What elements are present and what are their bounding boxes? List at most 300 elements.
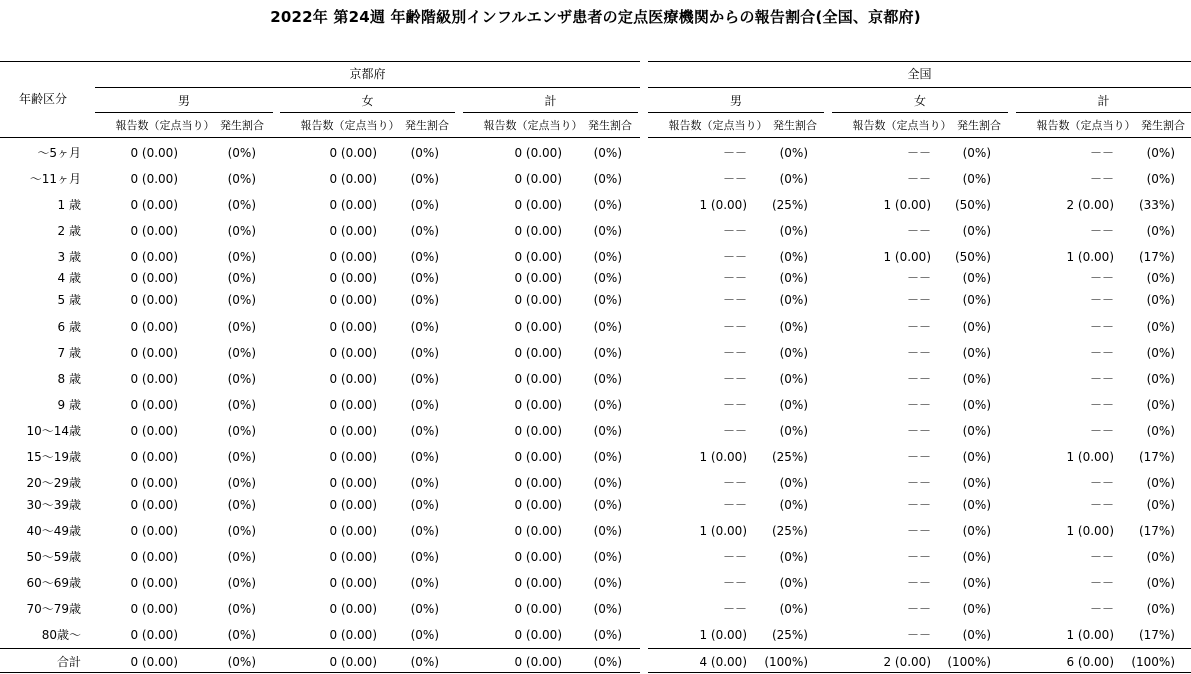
report-value: －－ [906,602,931,616]
rate-value: (50%) [954,198,991,212]
rate-value: (0%) [410,602,439,616]
report-value: －－ [906,450,931,464]
report-value: 0 (0.00) [514,628,562,642]
total-label: 合計 [56,655,81,669]
report-value: 0 (0.00) [514,146,562,160]
report-value: －－ [722,576,747,590]
report-count-header: 報告数（定点当り） [852,119,952,132]
rate-value: (0%) [593,372,622,386]
region-header-national: 全国 [907,67,932,81]
rate-value: (0%) [410,498,439,512]
report-value: 0 (0.00) [514,524,562,538]
sex-header-kyoto-2: 計 [544,94,557,108]
rate-value: (0%) [410,198,439,212]
rate-value: (0%) [593,346,622,360]
age-label: 2 歳 [57,224,81,238]
report-value: 0 (0.00) [329,524,377,538]
total-bottom-line-left [0,672,640,673]
report-value: 0 (0.00) [329,576,377,590]
report-value: －－ [1089,576,1114,590]
rate-value: (0%) [227,146,256,160]
report-value: －－ [906,424,931,438]
rate-value: (0%) [1146,498,1175,512]
report-value: 0 (0.00) [130,450,178,464]
rate-value: (0%) [779,498,808,512]
report-value: 0 (0.00) [329,320,377,334]
rate-value: (0%) [962,550,991,564]
rate-value: (0%) [227,320,256,334]
total-top-line-right [648,648,1191,649]
rate-value: (0%) [779,346,808,360]
sex-header-kyoto-1: 女 [361,94,374,108]
rate-value: (0%) [779,320,808,334]
rate-value: (0%) [779,224,808,238]
report-value: 0 (0.00) [514,271,562,285]
rate-header: 発生割合 [957,119,1001,132]
report-value: 0 (0.00) [130,602,178,616]
report-value: 0 (0.00) [329,172,377,186]
report-value: －－ [722,602,747,616]
rate-value: (0%) [962,293,991,307]
age-label: 9 歳 [57,398,81,412]
rate-value: (0%) [779,424,808,438]
region-underline-national [648,87,1191,88]
rate-value: (0%) [593,476,622,490]
report-value: 0 (0.00) [329,224,377,238]
report-count-header: 報告数（定点当り） [115,119,215,132]
rate-value: (0%) [779,476,808,490]
rate-header: 発生割合 [588,119,632,132]
age-label: 50～59歳 [26,550,81,564]
report-value: 0 (0.00) [514,346,562,360]
rate-value: (0%) [593,424,622,438]
report-value: －－ [906,320,931,334]
report-value: 0 (0.00) [130,476,178,490]
region-underline-kyoto [95,87,640,88]
rate-value: (0%) [410,224,439,238]
report-value: －－ [722,172,747,186]
rate-value: (0%) [1146,372,1175,386]
report-value: －－ [722,424,747,438]
rate-value: (0%) [227,271,256,285]
rate-value: (0%) [593,271,622,285]
report-value: －－ [906,476,931,490]
rate-value: (0%) [1146,424,1175,438]
rate-value: (0%) [410,398,439,412]
report-value: 0 (0.00) [130,576,178,590]
sex-underline-4 [832,112,1008,113]
report-value: 1 (0.00) [699,450,747,464]
rate-value: (0%) [227,250,256,264]
rate-value: (17%) [1138,628,1175,642]
report-value: －－ [906,498,931,512]
total-rate-value: (0%) [593,655,622,669]
report-value: 1 (0.00) [699,198,747,212]
report-value: －－ [1089,293,1114,307]
rate-value: (0%) [1146,476,1175,490]
rate-value: (25%) [771,450,808,464]
rate-value: (50%) [954,250,991,264]
age-label: 8 歳 [57,372,81,386]
rate-value: (17%) [1138,250,1175,264]
rate-value: (0%) [593,224,622,238]
report-count-header: 報告数（定点当り） [483,119,583,132]
rate-value: (0%) [227,524,256,538]
age-label: 30～39歳 [26,498,81,512]
report-value: 0 (0.00) [329,271,377,285]
age-column-header: 年齢区分 [18,92,67,106]
rate-value: (0%) [779,550,808,564]
age-label: ～11ヶ月 [29,172,81,186]
report-value: 1 (0.00) [883,250,931,264]
rate-value: (17%) [1138,524,1175,538]
total-report-value: 6 (0.00) [1066,655,1114,669]
rate-value: (0%) [593,602,622,616]
age-label: 5 歳 [57,293,81,307]
report-value: －－ [1089,550,1114,564]
sex-header-kyoto-0: 男 [177,94,190,108]
report-value: 0 (0.00) [130,250,178,264]
report-value: 2 (0.00) [1066,198,1114,212]
report-value: 0 (0.00) [514,550,562,564]
total-report-value: 0 (0.00) [329,655,377,669]
report-value: －－ [1089,398,1114,412]
report-value: 0 (0.00) [329,198,377,212]
rate-value: (0%) [962,628,991,642]
rate-value: (0%) [410,550,439,564]
rate-value: (0%) [962,424,991,438]
report-value: －－ [906,576,931,590]
report-count-header: 報告数（定点当り） [1036,119,1136,132]
report-value: －－ [906,172,931,186]
report-value: 0 (0.00) [130,628,178,642]
report-value: －－ [722,271,747,285]
rate-value: (0%) [410,293,439,307]
report-value: 0 (0.00) [514,424,562,438]
rate-value: (25%) [771,628,808,642]
report-value: 0 (0.00) [130,172,178,186]
rate-value: (0%) [227,198,256,212]
rate-value: (0%) [410,424,439,438]
report-value: －－ [1089,172,1114,186]
rate-value: (0%) [779,602,808,616]
rate-value: (0%) [962,172,991,186]
report-value: 0 (0.00) [514,224,562,238]
report-value: 0 (0.00) [514,198,562,212]
age-label: 3 歳 [57,250,81,264]
report-value: 0 (0.00) [329,250,377,264]
age-label: 20～29歳 [26,476,81,490]
rate-value: (0%) [1146,398,1175,412]
report-value: －－ [1089,320,1114,334]
header-top-line-left [0,61,640,62]
rate-header: 発生割合 [773,119,817,132]
report-value: －－ [1089,271,1114,285]
report-value: 0 (0.00) [329,628,377,642]
header-bottom-line-left [0,137,640,138]
rate-value: (0%) [593,524,622,538]
report-value: －－ [1089,424,1114,438]
total-rate-value: (0%) [410,655,439,669]
age-label: 40～49歳 [26,524,81,538]
age-label: 15～19歳 [26,450,81,464]
age-label: 80歳～ [41,628,81,642]
rate-value: (0%) [593,146,622,160]
rate-value: (25%) [771,524,808,538]
rate-value: (0%) [593,320,622,334]
report-value: －－ [1089,224,1114,238]
report-value: －－ [906,346,931,360]
report-count-header: 報告数（定点当り） [300,119,400,132]
rate-value: (25%) [771,198,808,212]
rate-value: (0%) [1146,576,1175,590]
header-bottom-line-right [648,137,1191,138]
rate-value: (0%) [962,576,991,590]
rate-value: (0%) [410,172,439,186]
total-report-value: 0 (0.00) [514,655,562,669]
report-value: 0 (0.00) [130,320,178,334]
report-value: 0 (0.00) [130,198,178,212]
rate-value: (0%) [227,576,256,590]
age-label: 6 歳 [57,320,81,334]
rate-value: (0%) [410,476,439,490]
report-value: －－ [722,550,747,564]
total-report-value: 0 (0.00) [130,655,178,669]
rate-value: (0%) [227,476,256,490]
report-value: 1 (0.00) [1066,250,1114,264]
report-value: 0 (0.00) [514,172,562,186]
report-value: 0 (0.00) [514,250,562,264]
age-label: 7 歳 [57,346,81,360]
rate-value: (0%) [227,628,256,642]
rate-value: (0%) [962,476,991,490]
age-label: 1 歳 [57,198,81,212]
report-value: －－ [722,224,747,238]
rate-value: (0%) [593,498,622,512]
rate-value: (0%) [962,320,991,334]
rate-value: (0%) [1146,224,1175,238]
rate-value: (0%) [410,346,439,360]
report-value: －－ [906,372,931,386]
sex-header-national-5: 計 [1097,94,1110,108]
report-value: －－ [1089,602,1114,616]
rate-value: (0%) [779,271,808,285]
rate-value: (0%) [962,450,991,464]
rate-value: (0%) [779,293,808,307]
rate-value: (0%) [1146,146,1175,160]
report-value: －－ [722,293,747,307]
report-value: 0 (0.00) [514,498,562,512]
rate-value: (17%) [1138,450,1175,464]
report-value: 0 (0.00) [130,524,178,538]
sex-header-national-3: 男 [729,94,742,108]
rate-value: (0%) [593,172,622,186]
rate-value: (0%) [227,346,256,360]
age-label: 4 歳 [57,271,81,285]
report-value: 0 (0.00) [514,293,562,307]
rate-value: (0%) [1146,602,1175,616]
total-top-line-left [0,648,640,649]
rate-value: (0%) [227,372,256,386]
report-value: －－ [722,372,747,386]
report-value: －－ [1089,146,1114,160]
rate-value: (0%) [962,346,991,360]
age-label: ～5ヶ月 [37,146,81,160]
report-value: －－ [722,250,747,264]
report-value: 0 (0.00) [329,398,377,412]
report-value: 0 (0.00) [514,450,562,464]
report-value: 0 (0.00) [329,450,377,464]
rate-value: (0%) [962,524,991,538]
rate-value: (0%) [410,250,439,264]
age-label: 60～69歳 [26,576,81,590]
report-value: 0 (0.00) [130,498,178,512]
sex-underline-1 [280,112,455,113]
rate-value: (0%) [410,271,439,285]
report-value: －－ [906,398,931,412]
report-value: 1 (0.00) [699,628,747,642]
rate-value: (0%) [593,250,622,264]
rate-value: (0%) [410,628,439,642]
rate-value: (0%) [410,524,439,538]
rate-header: 発生割合 [1141,119,1185,132]
rate-value: (0%) [410,576,439,590]
report-value: 0 (0.00) [514,320,562,334]
report-value: 0 (0.00) [329,346,377,360]
report-value: 0 (0.00) [130,398,178,412]
report-value: 0 (0.00) [130,372,178,386]
report-value: －－ [906,550,931,564]
sex-underline-2 [463,112,638,113]
rate-value: (0%) [410,320,439,334]
rate-value: (0%) [410,450,439,464]
report-value: 1 (0.00) [1066,450,1114,464]
rate-value: (0%) [779,398,808,412]
report-value: －－ [722,146,747,160]
report-value: －－ [906,224,931,238]
report-value: 0 (0.00) [130,146,178,160]
report-value: 1 (0.00) [1066,524,1114,538]
rate-value: (0%) [227,450,256,464]
rate-value: (0%) [227,424,256,438]
total-rate-value: (100%) [1131,655,1175,669]
report-value: 0 (0.00) [329,602,377,616]
age-label: 70～79歳 [26,602,81,616]
report-value: 0 (0.00) [329,146,377,160]
rate-value: (0%) [227,498,256,512]
rate-value: (0%) [962,224,991,238]
rate-value: (0%) [593,450,622,464]
total-rate-value: (100%) [764,655,808,669]
report-value: 1 (0.00) [883,198,931,212]
rate-value: (0%) [962,146,991,160]
rate-value: (0%) [593,198,622,212]
rate-value: (0%) [410,372,439,386]
age-label: 10～14歳 [26,424,81,438]
sex-underline-3 [648,112,824,113]
report-value: －－ [906,628,931,642]
report-value: 0 (0.00) [329,550,377,564]
report-value: 0 (0.00) [329,372,377,386]
rate-value: (0%) [227,602,256,616]
report-value: 0 (0.00) [514,576,562,590]
rate-value: (0%) [962,372,991,386]
rate-value: (33%) [1138,198,1175,212]
report-value: 0 (0.00) [130,293,178,307]
rate-value: (0%) [1146,346,1175,360]
region-header-kyoto: 京都府 [349,67,386,81]
report-value: －－ [906,271,931,285]
header-top-line-right [648,61,1191,62]
rate-value: (0%) [227,398,256,412]
rate-value: (0%) [779,250,808,264]
rate-value: (0%) [1146,293,1175,307]
report-value: 0 (0.00) [329,293,377,307]
rate-value: (0%) [1146,550,1175,564]
report-value: －－ [906,524,931,538]
report-value: 0 (0.00) [514,398,562,412]
rate-value: (0%) [962,498,991,512]
rate-value: (0%) [1146,320,1175,334]
rate-header: 発生割合 [220,119,264,132]
report-count-header: 報告数（定点当り） [668,119,768,132]
rate-value: (0%) [227,550,256,564]
rate-value: (0%) [779,372,808,386]
report-value: 0 (0.00) [329,498,377,512]
report-value: 0 (0.00) [329,424,377,438]
rate-header: 発生割合 [405,119,449,132]
rate-value: (0%) [593,576,622,590]
rate-value: (0%) [1146,271,1175,285]
total-report-value: 4 (0.00) [699,655,747,669]
report-value: 1 (0.00) [1066,628,1114,642]
rate-value: (0%) [1146,172,1175,186]
rate-value: (0%) [593,550,622,564]
total-bottom-line-right [648,672,1191,673]
rate-value: (0%) [227,224,256,238]
rate-value: (0%) [593,628,622,642]
total-rate-value: (0%) [227,655,256,669]
report-title: 2022年 第24週 年齢階級別インフルエンザ患者の定点医療機関からの報告割合(全国、京都府) [270,8,921,26]
report-value: 1 (0.00) [699,524,747,538]
report-value: －－ [1089,346,1114,360]
report-value: 0 (0.00) [514,372,562,386]
rate-value: (0%) [227,172,256,186]
report-value: 0 (0.00) [130,271,178,285]
report-value: 0 (0.00) [329,476,377,490]
rate-value: (0%) [410,146,439,160]
total-report-value: 2 (0.00) [883,655,931,669]
report-value: －－ [1089,372,1114,386]
sex-underline-0 [95,112,273,113]
report-value: 0 (0.00) [514,476,562,490]
report-value: －－ [906,293,931,307]
total-rate-value: (100%) [947,655,991,669]
report-value: 0 (0.00) [514,602,562,616]
report-value: 0 (0.00) [130,224,178,238]
rate-value: (0%) [593,293,622,307]
report-value: －－ [1089,476,1114,490]
report-value: 0 (0.00) [130,550,178,564]
sex-underline-5 [1016,112,1191,113]
report-value: －－ [722,398,747,412]
report-value: 0 (0.00) [130,424,178,438]
rate-value: (0%) [593,398,622,412]
report-value: －－ [722,476,747,490]
report-value: －－ [722,498,747,512]
rate-value: (0%) [962,398,991,412]
rate-value: (0%) [962,602,991,616]
